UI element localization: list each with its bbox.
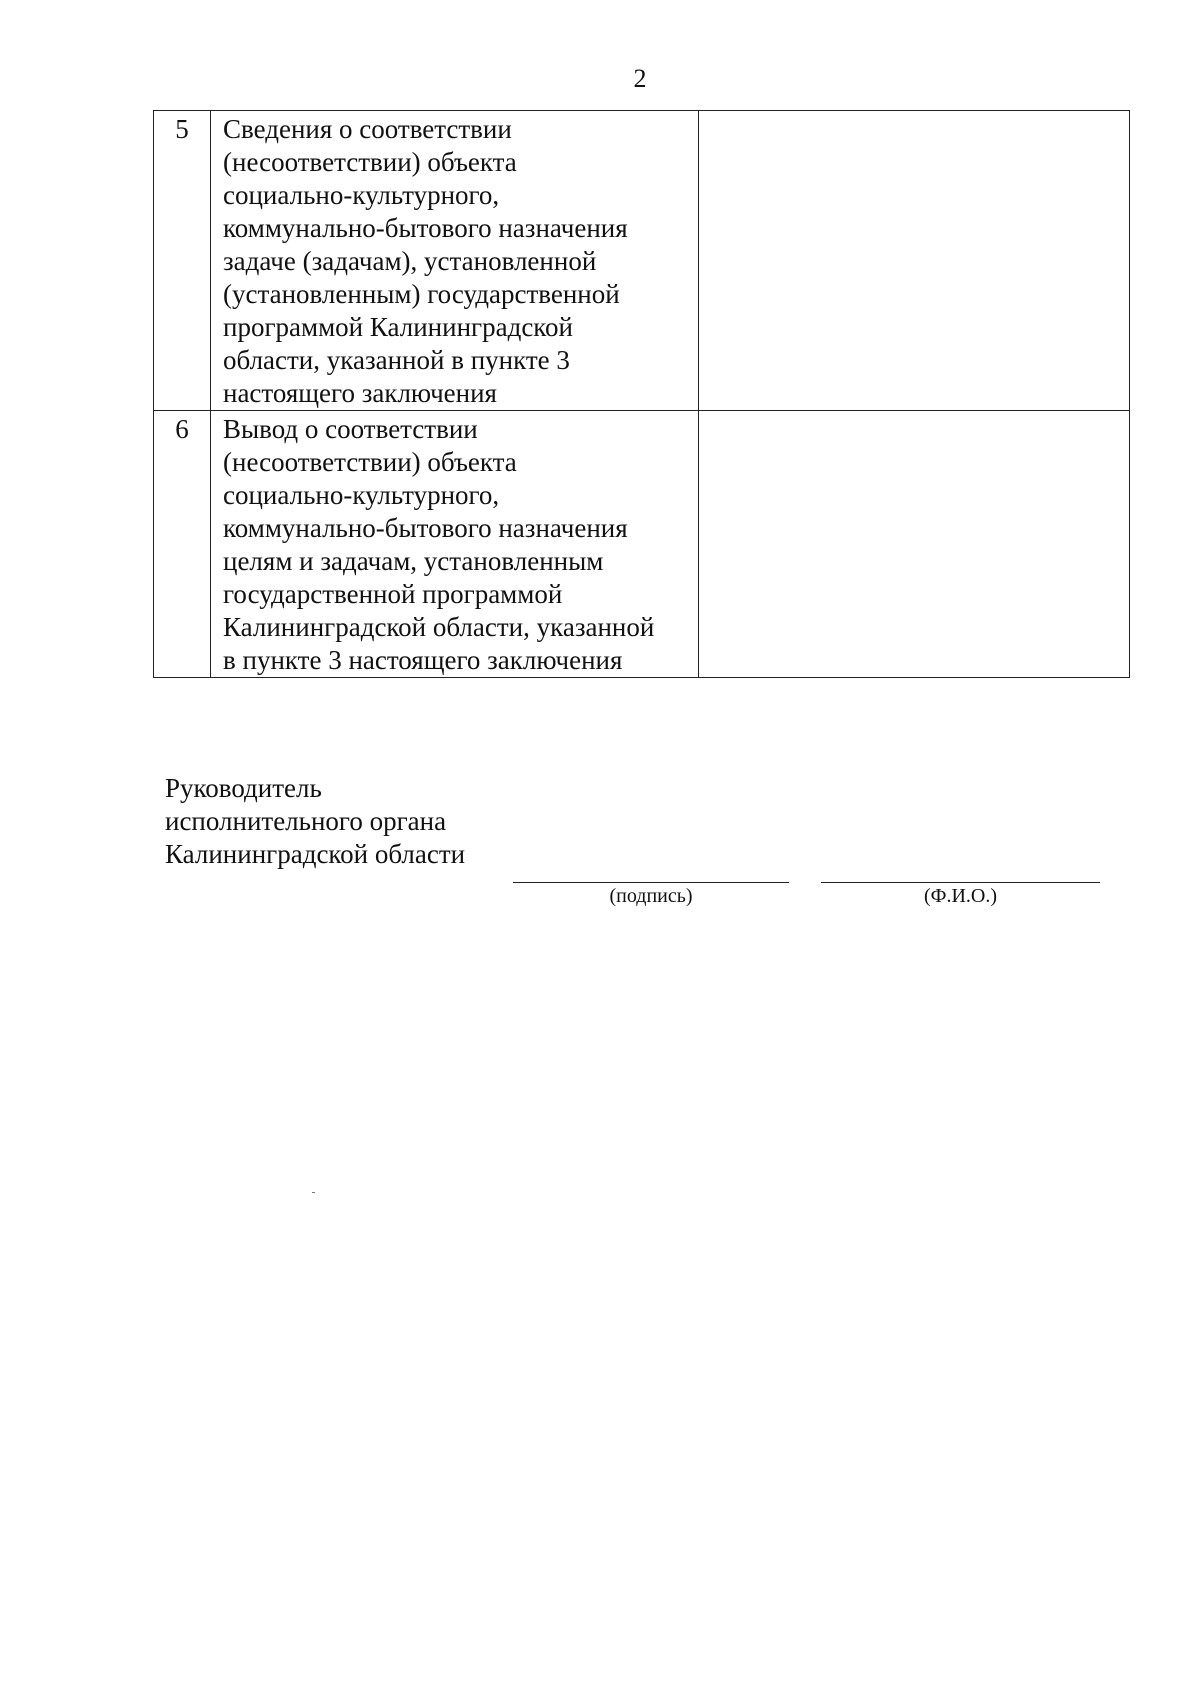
row-description: [211, 411, 699, 678]
signatory-title-line: исполнительного органа: [165, 806, 447, 836]
description-line: Сведения о соответствии: [223, 114, 512, 144]
signature-caption: (подпись): [609, 885, 693, 907]
signature-line: [513, 882, 789, 883]
name-caption: (Ф.И.О.): [923, 885, 997, 907]
description-line: целям и задачам, установленным: [223, 546, 604, 576]
row-value: [699, 111, 1130, 411]
description-line: программой Калининградской: [223, 312, 573, 342]
description-line: коммунально-бытового назначения: [223, 513, 628, 543]
page-number: 2: [633, 64, 647, 93]
description-line: в пункте 3 настоящего заключения: [223, 645, 623, 675]
description-line: Вывод о соответствии: [223, 414, 478, 444]
signatory-title: [165, 772, 465, 871]
row-number: 5: [154, 111, 211, 411]
row-number: 6: [154, 411, 211, 678]
description-line: коммунально-бытового назначения: [223, 213, 628, 243]
description-line: социально-культурного,: [223, 180, 500, 210]
signatory-title-line: Калининградской области: [165, 839, 466, 869]
conclusion-table: [153, 110, 1130, 678]
scan-speck: [312, 1192, 315, 1193]
table-row: [154, 411, 1130, 678]
row-value: [699, 411, 1130, 678]
description-line: Калининградской области, указанной: [223, 612, 655, 642]
description-line: социально-культурного,: [223, 480, 500, 510]
name-line: [821, 882, 1100, 883]
description-line: настоящего заключения: [223, 378, 497, 408]
description-line: (несоответствии) объекта: [223, 147, 517, 177]
description-line: (несоответствии) объекта: [223, 447, 517, 477]
description-line: (установленным) государственной: [223, 279, 620, 309]
table-row: [154, 111, 1130, 411]
signatory-title-line: Руководитель: [165, 773, 322, 803]
description-line: задаче (задачам), установленной: [223, 246, 597, 276]
description-line: области, указанной в пункте 3: [223, 345, 570, 375]
description-line: государственной программой: [223, 579, 563, 609]
row-description: [211, 111, 699, 411]
